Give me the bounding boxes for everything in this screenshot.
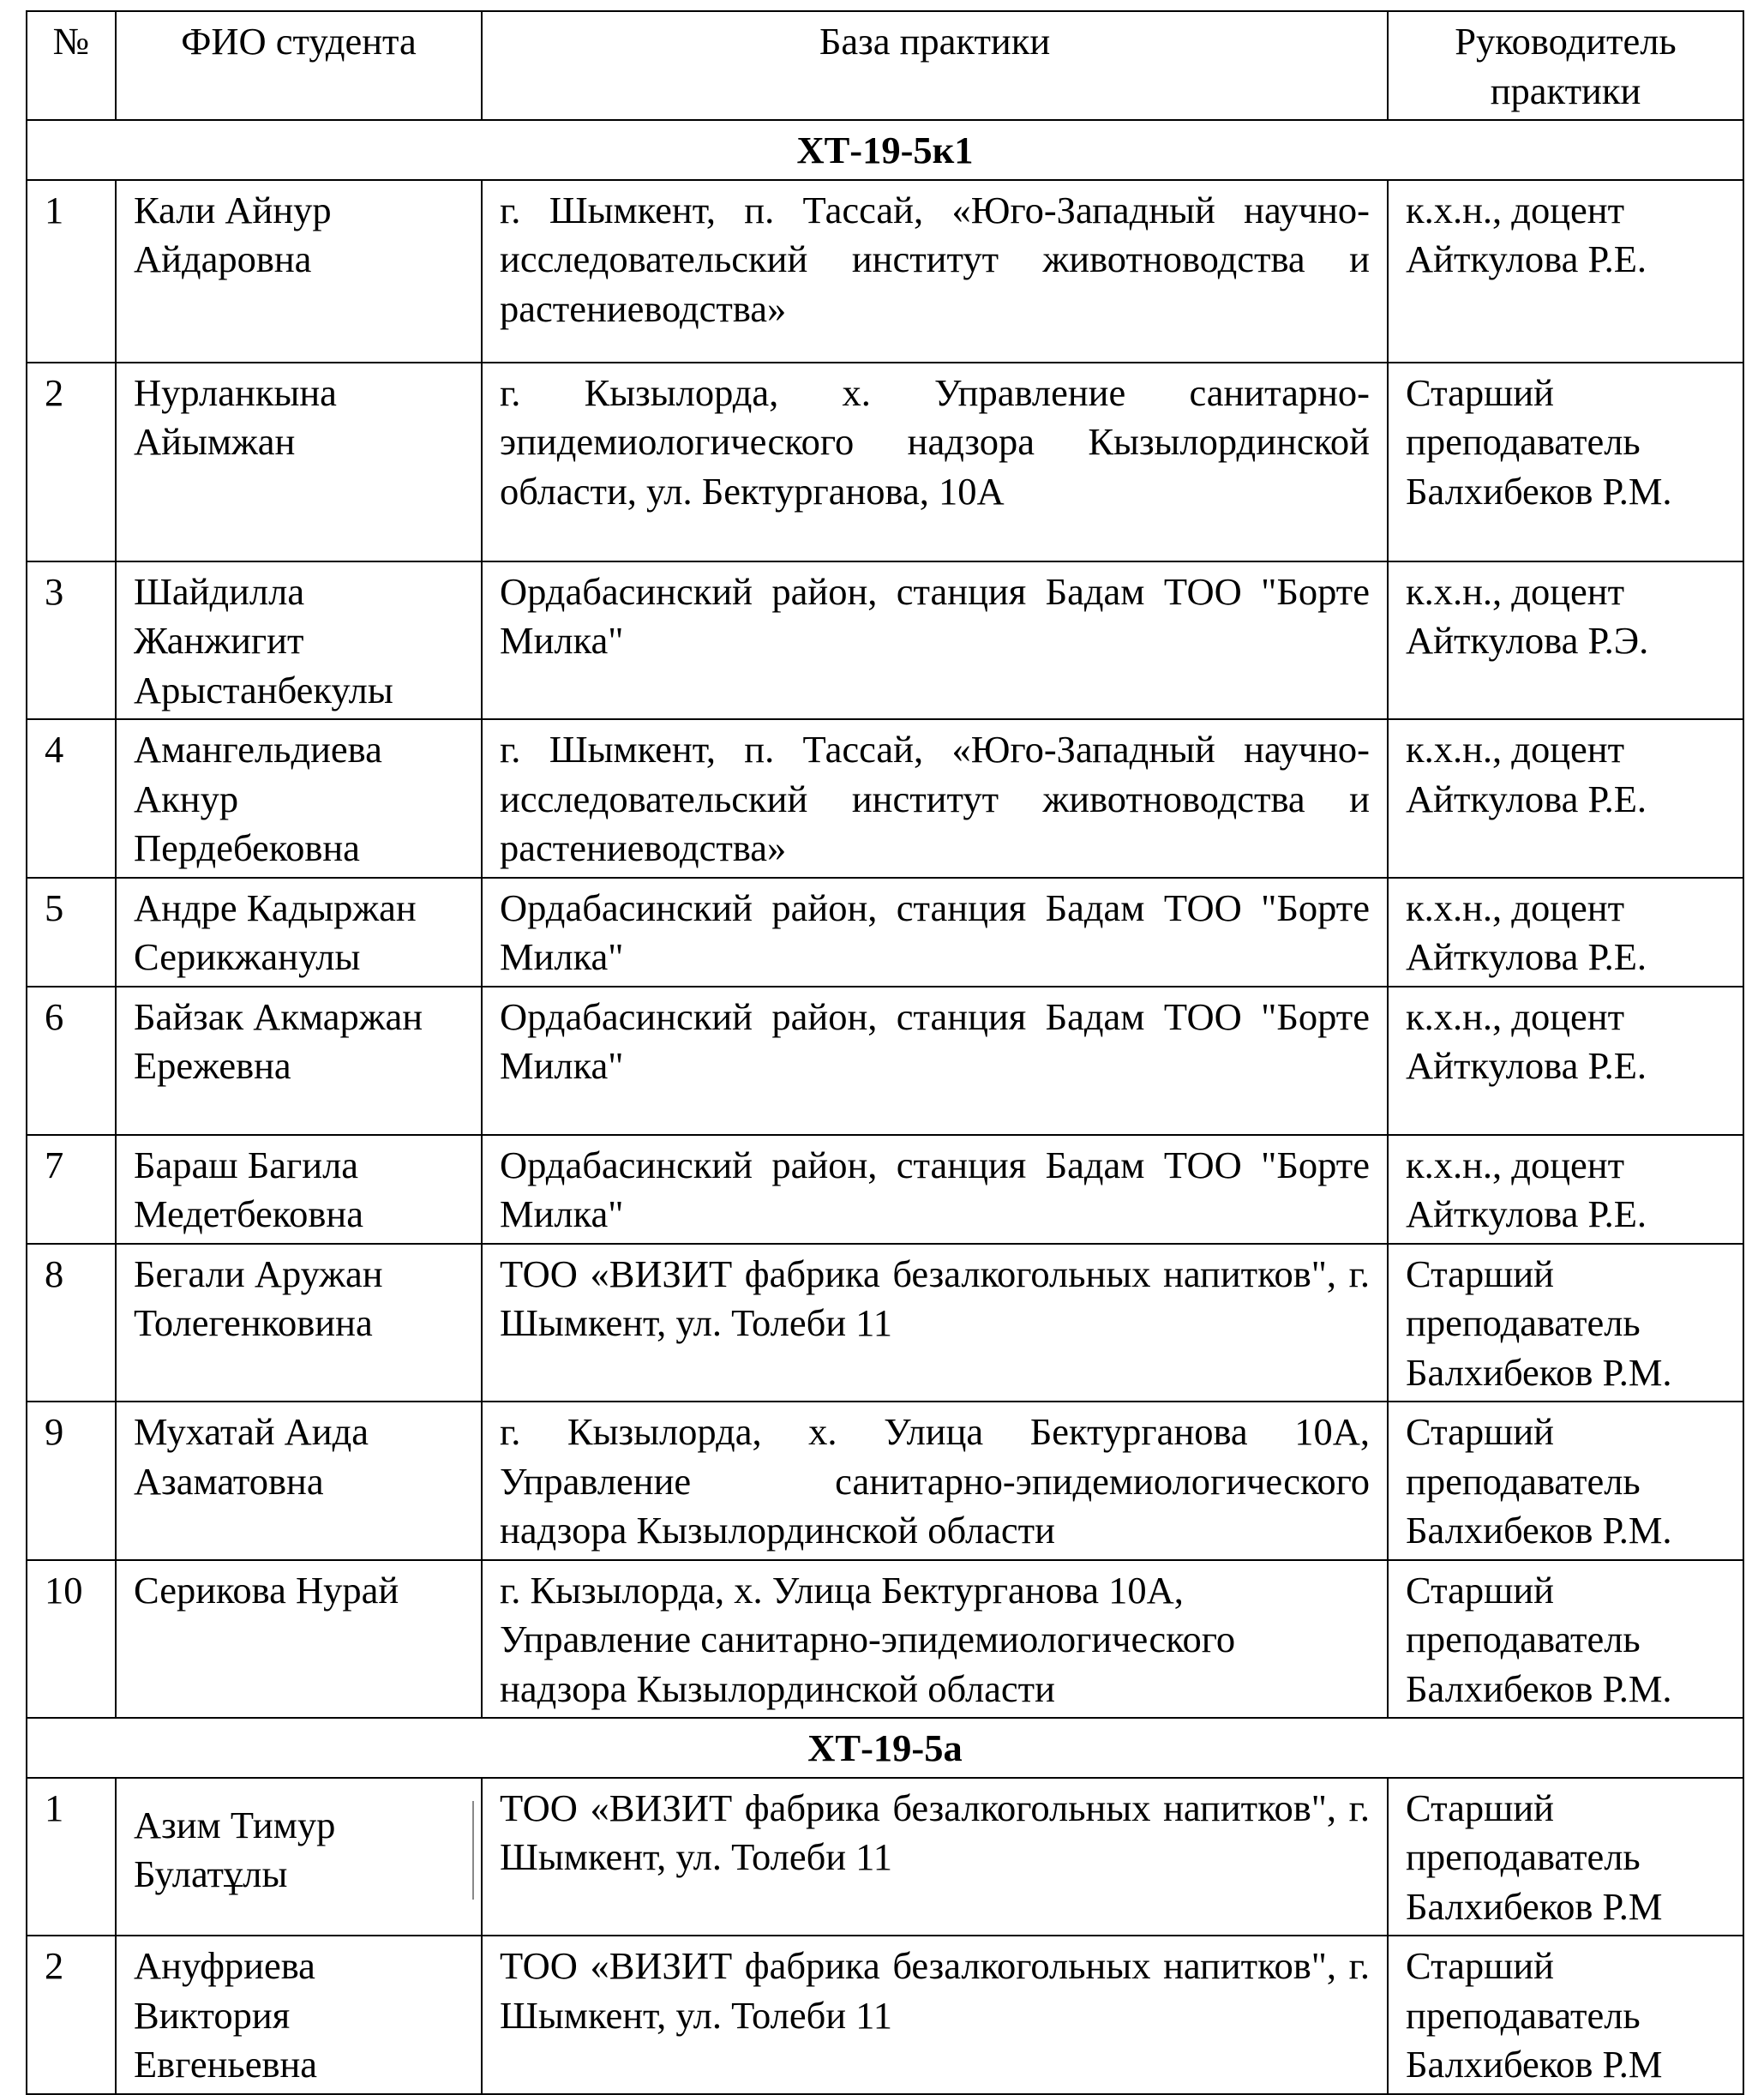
practice-base: г. Кызылорда, х. Улица Бектурганова 10А, Управление санитарно-эпидемиологического надзора Кызылординской области bbox=[482, 1560, 1388, 1719]
header-num: № bbox=[27, 11, 116, 120]
student-name: Ануфриева Виктория Евгеньевна bbox=[116, 1936, 482, 2094]
practice-base: Ордабасинский район, станция Бадам ТОО "Борте Милка" bbox=[482, 987, 1388, 1135]
practice-base: г. Шымкент, п. Тассай, «Юго-Западный научно-исследовательский институт животноводства и растениеводства» bbox=[482, 180, 1388, 363]
supervisor: к.х.н., доцент Айткулова Р.Э. bbox=[1388, 561, 1743, 720]
student-name: Серикова Нурай bbox=[116, 1560, 482, 1719]
practice-base: ТОО «ВИЗИТ фабрика безалкогольных напитков", г. Шымкент, ул. Толеби 11 bbox=[482, 1936, 1388, 2094]
row-number: 2 bbox=[27, 363, 116, 561]
row-number: 1 bbox=[27, 1778, 116, 1936]
supervisor: Старший преподаватель Балхибеков Р.М bbox=[1388, 1936, 1743, 2094]
practice-base: г. Шымкент, п. Тассай, «Юго-Западный научно-исследовательский институт животноводства и растениеводства» bbox=[482, 719, 1388, 878]
table-row bbox=[27, 1778, 1743, 1936]
supervisor: к.х.н., доцент Айткулова Р.Е. bbox=[1388, 878, 1743, 987]
student-name: Шайдилла Жанжигит Арыстанбекулы bbox=[116, 561, 482, 720]
supervisor: Старший преподаватель Балхибеков Р.М. bbox=[1388, 363, 1743, 561]
group-heading-row bbox=[27, 120, 1743, 180]
header-head: Руководитель практики bbox=[1388, 11, 1743, 120]
row-number: 3 bbox=[27, 561, 116, 720]
header-base: База практики bbox=[482, 11, 1388, 120]
table-row bbox=[27, 878, 1743, 987]
practice-base: ТОО «ВИЗИТ фабрика безалкогольных напитков", г. Шымкент, ул. Толеби 11 bbox=[482, 1778, 1388, 1936]
table-row bbox=[27, 1135, 1743, 1244]
group-heading-row bbox=[27, 1718, 1743, 1778]
row-number: 8 bbox=[27, 1244, 116, 1402]
table-row bbox=[27, 719, 1743, 878]
row-number: 4 bbox=[27, 719, 116, 878]
practice-base: Ордабасинский район, станция Бадам ТОО "Борте Милка" bbox=[482, 1135, 1388, 1244]
supervisor: к.х.н., доцент Айткулова Р.Е. bbox=[1388, 180, 1743, 363]
student-name-box: Азим Тимур Булатұлы bbox=[134, 1801, 474, 1900]
row-number: 1 bbox=[27, 180, 116, 363]
supervisor: Старший преподаватель Балхибеков Р.М bbox=[1388, 1778, 1743, 1936]
practice-base: Ордабасинский район, станция Бадам ТОО "Борте Милка" bbox=[482, 878, 1388, 987]
row-number: 6 bbox=[27, 987, 116, 1135]
student-name: Андре Кадыржан Серикжанулы bbox=[116, 878, 482, 987]
supervisor: Старший преподаватель Балхибеков Р.М. bbox=[1388, 1244, 1743, 1402]
student-name: Мухатай Аида Азаматовна bbox=[116, 1402, 482, 1560]
practice-table bbox=[26, 10, 1744, 2095]
table-row bbox=[27, 1402, 1743, 1560]
header-row bbox=[27, 11, 1743, 120]
practice-base: г. Кызылорда, х. Улица Бектурганова 10А, Управление санитарно-эпидемиологического надзора Кызылординской области bbox=[482, 1402, 1388, 1560]
group-title: ХТ-19-5а bbox=[27, 1718, 1743, 1778]
student-name: Амангельдиева Акнур Пердебековна bbox=[116, 719, 482, 878]
group-title: ХТ-19-5к1 bbox=[27, 120, 1743, 180]
table-row bbox=[27, 363, 1743, 561]
table-row bbox=[27, 561, 1743, 720]
supervisor: к.х.н., доцент Айткулова Р.Е. bbox=[1388, 987, 1743, 1135]
practice-base: Ордабасинский район, станция Бадам ТОО "Борте Милка" bbox=[482, 561, 1388, 720]
row-number: 9 bbox=[27, 1402, 116, 1560]
student-name: Кали Айнур Айдаровна bbox=[116, 180, 482, 363]
student-name: Бегали Аружан Толегенковина bbox=[116, 1244, 482, 1402]
practice-base: г. Кызылорда, х. Управление санитарно-эпидемиологического надзора Кызылординской области, ул. Бектурганова, 10А bbox=[482, 363, 1388, 561]
row-number: 10 bbox=[27, 1560, 116, 1719]
supervisor: к.х.н., доцент Айткулова Р.Е. bbox=[1388, 1135, 1743, 1244]
row-number: 5 bbox=[27, 878, 116, 987]
row-number: 7 bbox=[27, 1135, 116, 1244]
table-row bbox=[27, 180, 1743, 363]
header-name: ФИО студента bbox=[116, 11, 482, 120]
supervisor: Старший преподаватель Балхибеков Р.М. bbox=[1388, 1402, 1743, 1560]
row-number: 2 bbox=[27, 1936, 116, 2094]
student-name: Нурланкына Айымжан bbox=[116, 363, 482, 561]
student-name: Байзак Акмаржан Ережевна bbox=[116, 987, 482, 1135]
table-row bbox=[27, 1244, 1743, 1402]
table-row bbox=[27, 987, 1743, 1135]
table-row bbox=[27, 1560, 1743, 1719]
table-row bbox=[27, 1936, 1743, 2094]
supervisor: Старший преподаватель Балхибеков Р.М. bbox=[1388, 1560, 1743, 1719]
student-name: Бараш Багила Медетбековна bbox=[116, 1135, 482, 1244]
supervisor: к.х.н., доцент Айткулова Р.Е. bbox=[1388, 719, 1743, 878]
practice-base: ТОО «ВИЗИТ фабрика безалкогольных напитков", г. Шымкент, ул. Толеби 11 bbox=[482, 1244, 1388, 1402]
student-name bbox=[116, 1778, 482, 1936]
